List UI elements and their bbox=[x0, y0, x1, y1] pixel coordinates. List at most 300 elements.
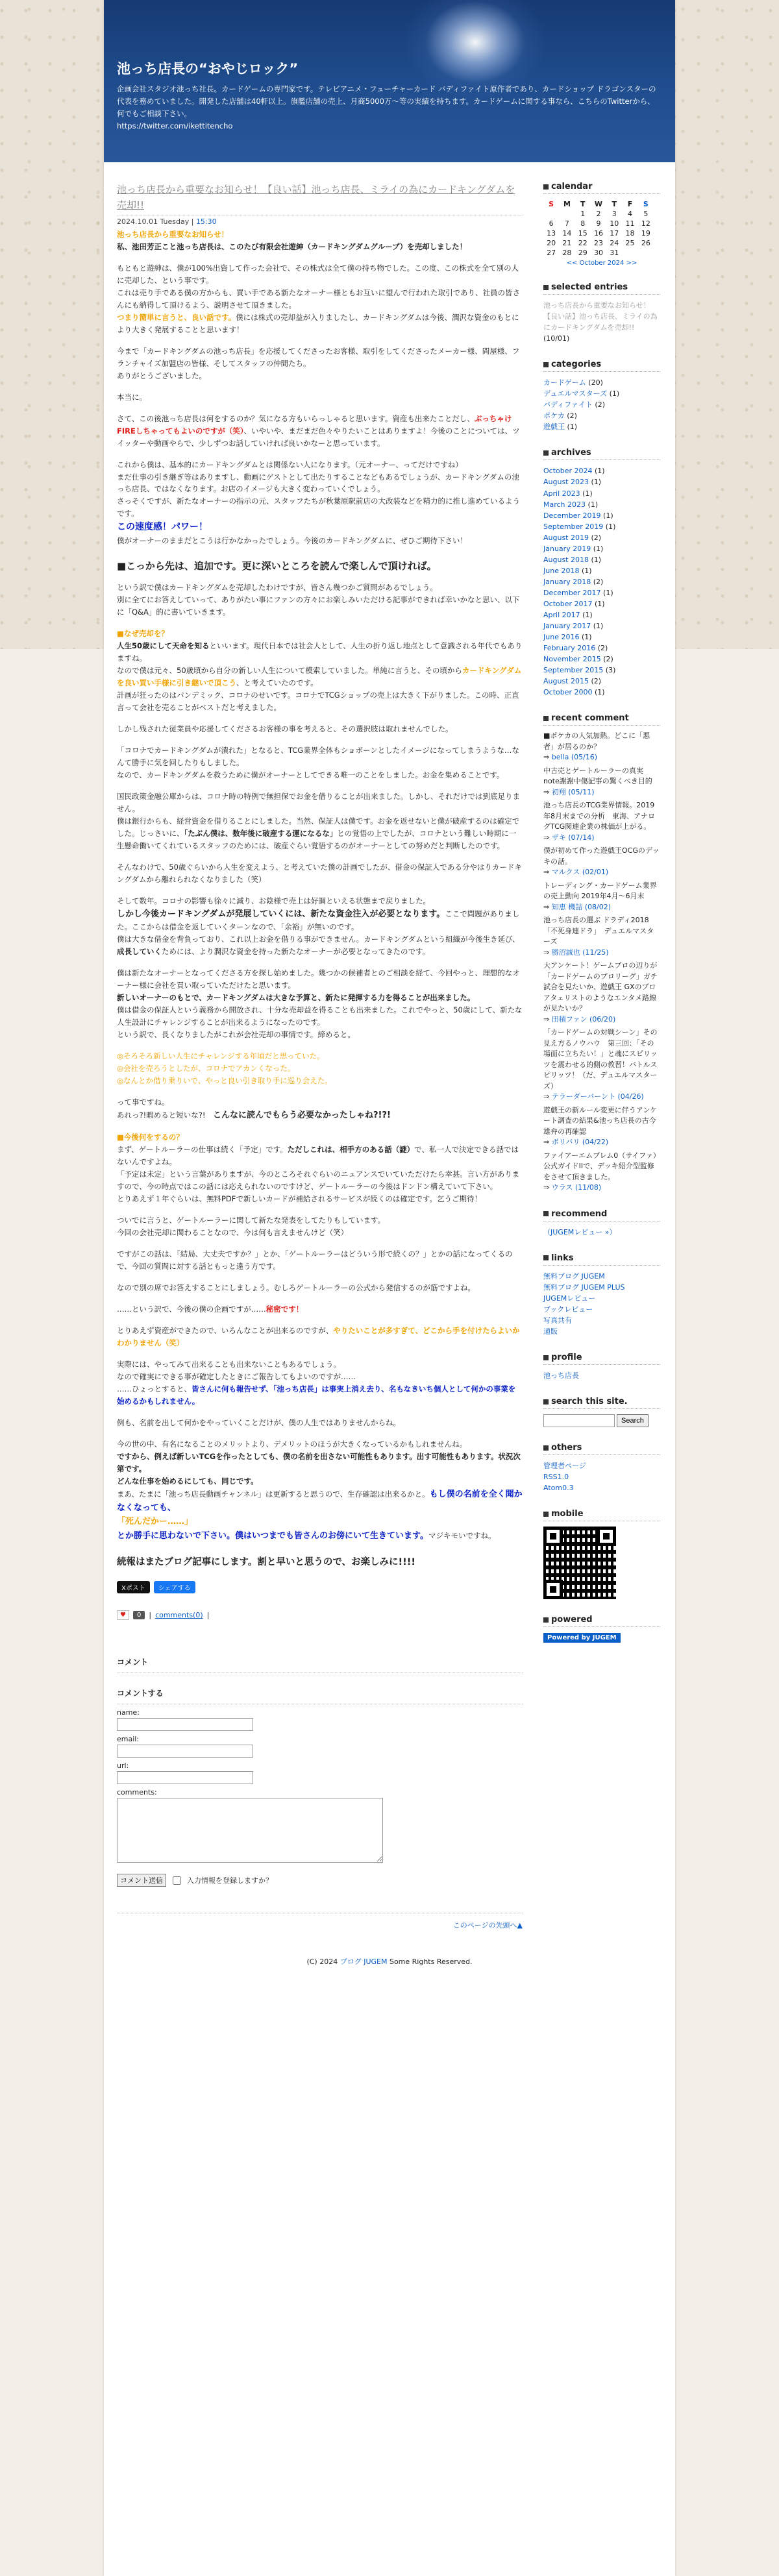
calendar-day: 24 bbox=[610, 239, 619, 247]
archive-count: (1) bbox=[603, 522, 616, 531]
search-button[interactable]: Search bbox=[617, 1414, 649, 1427]
comment-form bbox=[117, 1684, 523, 1887]
calendar-day bbox=[638, 248, 654, 258]
para: 「予定は未定」という言葉がありますが、今のところそれぐらいのニュアンスでいていただけたら幸甚。 bbox=[117, 1170, 467, 1179]
square-icon bbox=[543, 1399, 549, 1405]
calendar-day: 3 bbox=[612, 210, 617, 218]
selected-entry-link[interactable]: 池っち店長から重要なお知らせ！【良い話】池っち店長、ミライの為にカードキングダムを売却!! bbox=[543, 301, 658, 332]
jugem-badge[interactable]: Powered by JUGEM bbox=[543, 1633, 621, 1643]
category-count: (1) bbox=[565, 423, 578, 432]
para: なので僕は元々、50歳頃から自分の新しい人生について模索していました。単純に言うと、その頃から bbox=[117, 666, 462, 676]
recent-comment-link[interactable]: ウラス (11/08) bbox=[551, 1183, 602, 1192]
recent-comment-entry: トレーディング・カードゲーム業界の売上動向 2019年4月〜6月末 bbox=[543, 881, 657, 901]
para: しかし残された従業員や応援してくださるお客様の事を考えると、その選択肢は取れませんでした。 bbox=[117, 724, 453, 734]
selected-entry-date: (10/01) bbox=[543, 334, 570, 343]
links-block bbox=[543, 1253, 660, 1337]
archive-link[interactable]: January 2019 bbox=[543, 544, 591, 553]
square-icon bbox=[543, 1445, 549, 1451]
selected-entries-title: selected entries bbox=[551, 282, 628, 292]
recent-comment-item bbox=[543, 961, 660, 1025]
links-item bbox=[543, 1271, 660, 1282]
arrow-right-icon: ⇒ bbox=[543, 753, 552, 762]
para: これは売り手である僕の方からも、買い手である新たなオーナー様ともお互いに望んで行われた取引であり、社員の皆さんにも納得して頂けるよう、説明させて頂きました。 bbox=[117, 288, 520, 310]
calendar-day: 21 bbox=[562, 239, 572, 247]
category-item bbox=[543, 388, 660, 399]
links-item bbox=[543, 1315, 660, 1326]
highlight-orange: 「死んだかー……」 bbox=[117, 1517, 193, 1527]
archive-link[interactable]: August 2019 bbox=[543, 533, 589, 542]
calendar-day: 4 bbox=[628, 210, 633, 218]
remember-label: 入力情報を登録しますか？ bbox=[187, 1876, 273, 1885]
url-label: url: bbox=[117, 1761, 129, 1771]
mobile-title: mobile bbox=[551, 1509, 584, 1519]
summary-item: ◎会社を売ろうとしたが、コロナでアカンくなった。 bbox=[117, 1063, 295, 1073]
archive-link[interactable]: October 2000 bbox=[543, 688, 593, 697]
square-icon bbox=[543, 1211, 549, 1216]
archive-item bbox=[543, 521, 660, 532]
email-input[interactable] bbox=[117, 1745, 253, 1758]
archive-item bbox=[543, 499, 660, 510]
blog-description-text: 企画会社スタジオ池っち社長。カードゲームの専門家です。テレビアニメ・フューチャーカード バディファイト原作者であり、カードショップ ドラゴンスターの代表を務めていました。開発した店舗は40軒以上。旗艦店舗の売上、月商5000万〜等の実績を持ちます。カードゲームに関する事なら、こちらのTwitterから、何でもご相談下さい。 bbox=[117, 84, 656, 118]
archive-link[interactable]: November 2015 bbox=[543, 655, 601, 664]
archive-item bbox=[543, 554, 660, 565]
category-count: (2) bbox=[564, 411, 577, 421]
recent-comment-title: recent comment bbox=[551, 713, 629, 724]
category-link[interactable]: バディファイト bbox=[543, 400, 593, 410]
intro-statement: 私、池田芳正こと池っち店長は、このたび有限会社遊紳（カードキングダムグループ）を売却しました！ bbox=[117, 241, 467, 251]
categories-title: categories bbox=[551, 360, 602, 370]
recent-comment-item bbox=[543, 1151, 660, 1194]
bold-text: 人生50歳にして天命を知る bbox=[117, 641, 210, 651]
recent-comment-item bbox=[543, 1105, 660, 1148]
archive-link[interactable]: June 2016 bbox=[543, 633, 580, 642]
calendar-nav[interactable]: << October 2024 >> bbox=[566, 260, 637, 267]
square-icon bbox=[543, 1255, 549, 1260]
para: といいます。現代日本では社会人として、人生の折り返し地点として意識される年代でもありますね。 bbox=[117, 641, 523, 663]
calendar-day: 10 bbox=[610, 219, 619, 228]
sidebar bbox=[543, 182, 660, 1930]
powered-title: powered bbox=[551, 1615, 593, 1625]
links-link[interactable]: 通販 bbox=[543, 1327, 558, 1336]
archive-item bbox=[543, 510, 660, 521]
blog-description bbox=[117, 83, 662, 132]
archive-item bbox=[543, 476, 660, 487]
twitter-link[interactable]: https://twitter.com/ikettitencho bbox=[117, 121, 233, 130]
calendar-day-header: M bbox=[563, 200, 571, 208]
arrow-right-icon: ⇒ bbox=[543, 1092, 552, 1101]
calendar-day-header: S bbox=[643, 200, 649, 208]
calendar-week bbox=[543, 219, 654, 228]
archive-count: (1) bbox=[579, 566, 592, 575]
category-link[interactable]: カードゲーム bbox=[543, 378, 586, 387]
others-link[interactable]: 管理者ページ bbox=[543, 1462, 586, 1471]
email-label: email: bbox=[117, 1735, 140, 1744]
square-icon bbox=[543, 716, 549, 721]
archive-link[interactable]: October 2024 bbox=[543, 467, 593, 476]
highlight-blue: 皆さんに何も報告せず、「池っち店長」は事実上消え去り、名もなきいち個人として何かの事業を始めるかもしれません。 bbox=[117, 1384, 516, 1406]
name-input[interactable] bbox=[117, 1718, 253, 1731]
comment-form-heading: コメントする bbox=[117, 1684, 523, 1704]
para: 本当に。 bbox=[117, 392, 147, 402]
calendar-day: 20 bbox=[547, 239, 556, 247]
para: という訳で、長くなりましたがこれが会社売却の事情です。締めると。 bbox=[117, 1029, 355, 1039]
heart-icon: ♥ bbox=[120, 1612, 126, 1619]
archive-count: (1) bbox=[600, 588, 613, 597]
page-top bbox=[117, 1913, 523, 1930]
bold-text: しかし今後カードキングダムが発展していくには、新たな資金注入が必要となります。 bbox=[117, 909, 445, 919]
archive-link[interactable]: January 2018 bbox=[543, 577, 591, 586]
para: 僕は新たなオーナーとなってくださる方を探し始めました。幾つかの候補者とのご相談を経て、今回やっと、理想的なオーナー様に会社を買い取っていただけたと思います。 bbox=[117, 968, 520, 990]
archive-item bbox=[543, 676, 660, 687]
archive-link[interactable]: October 2017 bbox=[543, 599, 593, 608]
others-link[interactable]: Atom0.3 bbox=[543, 1484, 574, 1493]
para: という訳で僕はカードキングダムを売却したわけですが、皆さん幾つかご質問があるでしょう。 bbox=[117, 583, 438, 593]
question-heading: ■なぜ売却を？ bbox=[117, 629, 169, 639]
recommend-link[interactable]: （JUGEMレビュー »） bbox=[543, 1227, 617, 1236]
recent-comment-entry: 中古売とゲートルーラーの真実 note謝謝中傷記事の驚くべき目的 bbox=[543, 766, 652, 786]
highlight-blue: この速度感！パワー！ bbox=[117, 522, 208, 533]
arrow-right-icon: ⇒ bbox=[543, 1183, 552, 1192]
recent-comment-item bbox=[543, 766, 660, 798]
recent-comment-item bbox=[543, 915, 660, 958]
archive-count: (3) bbox=[603, 666, 616, 675]
category-item bbox=[543, 377, 660, 388]
comments-heading: コメント bbox=[117, 1652, 523, 1673]
highlight-red: 秘密です！ bbox=[266, 1304, 304, 1314]
archive-count: (1) bbox=[592, 467, 605, 476]
heart-button[interactable] bbox=[117, 1610, 129, 1620]
para: これから僕は、基本的にカードキングダムとは関係ない人になります。（元オーナー、ってだけですね） bbox=[117, 460, 463, 469]
blog-title[interactable]: 池っち店長の“おやじロック” bbox=[117, 61, 299, 77]
qr-finder-icon bbox=[543, 1527, 563, 1546]
arrow-right-icon: ⇒ bbox=[543, 948, 552, 957]
archive-item bbox=[543, 532, 660, 543]
archive-count: (2) bbox=[595, 644, 608, 653]
links-link[interactable]: 無料ブログ JUGEM PLUS bbox=[543, 1283, 625, 1292]
calendar-day: 11 bbox=[625, 219, 635, 228]
archive-link[interactable]: April 2017 bbox=[543, 611, 580, 620]
highlight-red: ぶっちゃけFIREしちゃってもよいのですが（笑） bbox=[117, 413, 512, 435]
archive-item bbox=[543, 687, 660, 698]
mobile-block bbox=[543, 1509, 660, 1599]
archive-link[interactable]: September 2015 bbox=[543, 666, 604, 675]
archive-link[interactable]: August 2015 bbox=[543, 677, 589, 686]
highlight-orange: カードキングダムを良い買い手様に引き継いで頂こう bbox=[117, 666, 522, 688]
para: ありがとうございました。 bbox=[117, 371, 206, 380]
archive-count: (2) bbox=[589, 533, 602, 542]
para: 例も、名前を出して何かをやっていくことだけが、僕の人生ではありませんからね。 bbox=[117, 1417, 401, 1427]
calendar-day: 30 bbox=[593, 249, 603, 257]
bold-text: 新しいオーナーのもとで、カードキングダムは大きな予算と、新たに発揮する力を得ることが出来ました。 bbox=[117, 993, 475, 1003]
para: まあ、たまに「池っち店長動画チャンネル」は更新すると思うので、生存確認は出来るかと。 bbox=[117, 1489, 430, 1499]
highlight-orange: つまり簡単に言うと、良い話です。 bbox=[117, 312, 236, 322]
highlight-orange: やりたいことが多すぎて、どこから手を付けたらよいかわかりません（笑） bbox=[117, 1325, 520, 1347]
recent-comment-entry: ファイアーエムブレム0（サイファ）公式ガイドIIで、デッキ紹介型監修をさせて頂きました。 bbox=[543, 1151, 660, 1181]
archive-count: (1) bbox=[589, 478, 602, 487]
recent-comment-link[interactable]: テラーダーバーント (04/26) bbox=[551, 1092, 644, 1101]
calendar-day: 6 bbox=[549, 219, 554, 228]
arrow-right-icon: ⇒ bbox=[543, 833, 552, 842]
footer-prefix: (C) 2024 bbox=[306, 1957, 340, 1967]
others-item bbox=[543, 1471, 660, 1482]
square-icon bbox=[543, 184, 549, 190]
profile-link[interactable]: 池っち店長 bbox=[543, 1371, 579, 1380]
category-count: (1) bbox=[607, 389, 620, 399]
archive-count: (1) bbox=[592, 688, 605, 697]
recent-comment-entry: 「カードゲームの対戦シーン」その見え方るノウハウ 第三回：「その場面に立ちたい！」と魂にスピリッツを震わせる的側の教習！バトルスピリッツ！（だ、デュエルマスターズ） bbox=[543, 1028, 658, 1090]
x-post-button[interactable]: Xポスト bbox=[117, 1581, 150, 1593]
calendar-day-header: F bbox=[627, 200, 633, 208]
calendar-day: 17 bbox=[610, 229, 619, 238]
archive-link[interactable]: August 2018 bbox=[543, 555, 589, 564]
para: 今回の会社売却に関わることなので、今は何も言えませんけど（笑） bbox=[117, 1228, 349, 1237]
bold-text: ですから、例えば新しいTCGを作ったとしても、僕の名前を出さない可能性もあります。出す可能性もあります。状況次第です。 bbox=[117, 1451, 521, 1473]
para: ついでに言うと、ゲートルーラーに関して新たな発表をしてたりもしています。 bbox=[117, 1216, 386, 1225]
archive-link[interactable]: January 2017 bbox=[543, 622, 591, 631]
category-link[interactable]: ポケカ bbox=[543, 411, 565, 421]
archive-count: (1) bbox=[592, 599, 605, 608]
para: ですがこの話は、「結局、大丈夫ですか？」とか、「ゲートルーラーはどういう形で続くの？」とかの話になってくるので、今回の質問に対する話ともっと違う方です。 bbox=[117, 1249, 513, 1271]
archives-block bbox=[543, 448, 660, 698]
archive-item bbox=[543, 565, 660, 576]
recent-comment-item bbox=[543, 731, 660, 763]
others-item bbox=[543, 1460, 660, 1471]
blog-header bbox=[104, 0, 675, 162]
recent-comment-link[interactable]: マルクス (02/01) bbox=[551, 868, 609, 877]
calendar-day: 19 bbox=[641, 229, 650, 238]
para: なので別の席でお答えすることにしましょう。むしろゲートルーラーの公式から発信するのが筋ですよね。 bbox=[117, 1282, 475, 1292]
para: 国民政策金融公庫からは、コロナ時の特例で無担保でお金を借りることが出来ました。しかし、それだけでは到底足りません。 bbox=[117, 792, 520, 813]
square-icon bbox=[543, 450, 549, 456]
calendar-day: 7 bbox=[564, 219, 569, 228]
entry-time-link[interactable]: 15:30 bbox=[195, 217, 217, 226]
para: とりあえず１年ぐらいは、無料PDFで新しいカードが補給されるサービスが続くのは確定です。乞うご期待！ bbox=[117, 1194, 482, 1204]
arrow-right-icon: ⇒ bbox=[543, 1014, 552, 1024]
submit-comment-button[interactable]: コメント送信 bbox=[117, 1874, 166, 1887]
calendar-day: 26 bbox=[641, 239, 650, 247]
bold-text: こんなに読んでもらう必要なかったしゃね?!?! bbox=[212, 1110, 391, 1120]
footer-jugem-link[interactable]: ブログ JUGEM bbox=[340, 1957, 388, 1967]
archives-list bbox=[543, 465, 660, 698]
calendar-day: 14 bbox=[562, 229, 572, 238]
links-item bbox=[543, 1304, 660, 1315]
calendar-day: 25 bbox=[625, 239, 635, 247]
recent-comment-item bbox=[543, 881, 660, 913]
links-item bbox=[543, 1326, 660, 1337]
archive-item bbox=[543, 543, 660, 554]
square-icon bbox=[543, 1617, 549, 1623]
para: ……ひょっとすると、 bbox=[117, 1384, 192, 1393]
archive-link[interactable]: June 2018 bbox=[543, 566, 580, 575]
category-item bbox=[543, 399, 660, 410]
calendar-week bbox=[543, 238, 654, 248]
archive-item bbox=[543, 643, 660, 654]
archive-link[interactable]: April 2023 bbox=[543, 489, 580, 498]
links-link[interactable]: 写真共有 bbox=[543, 1316, 572, 1325]
facebook-share-button[interactable]: シェアする bbox=[154, 1581, 195, 1593]
links-link[interactable]: 無料ブログ JUGEM bbox=[543, 1271, 605, 1281]
qr-code-icon bbox=[543, 1527, 616, 1599]
calendar-day: 18 bbox=[625, 229, 635, 238]
archive-link[interactable]: December 2017 bbox=[543, 588, 601, 597]
recent-comment-item bbox=[543, 1027, 660, 1103]
recent-comment-entry: 大アンケート！ゲームプロの辺りが「カードゲームのプロリーグ」ガチ試合を見たいか、遊戯王 GXのブロアタェリストのようなエンタメ路線が見たいか？ bbox=[543, 961, 658, 1013]
para: そして数年。コロナの影響も徐々に減り、お陰様で売上は好調といえる状態まで戻りました。 bbox=[117, 896, 430, 905]
category-link[interactable]: デュエルマスターズ bbox=[543, 389, 608, 399]
square-icon bbox=[543, 1512, 549, 1517]
para: ためには、より潤沢な資金を持った新たなオーナーが必要となってきたのです。 bbox=[162, 947, 430, 957]
archive-link[interactable]: March 2023 bbox=[543, 500, 586, 509]
calendar-day bbox=[543, 209, 559, 219]
calendar-day: 5 bbox=[643, 210, 649, 218]
para: 「コロナでカードキングダムが潰れた」となると、TCG業界全体もショボーンとしたイメージになってしまうような…なんて勝手に気を回したりもしました。 bbox=[117, 746, 519, 768]
intro-heading: 池っち店長から重要なお知らせ！ bbox=[117, 230, 229, 239]
comments-textarea[interactable] bbox=[117, 1798, 383, 1863]
page bbox=[104, 0, 675, 2576]
recent-comment-link[interactable]: bella (05/16) bbox=[551, 753, 598, 762]
archive-count: (2) bbox=[589, 677, 602, 686]
archive-item bbox=[543, 632, 660, 643]
calendar-day: 23 bbox=[593, 239, 603, 247]
qr-finder-icon bbox=[543, 1580, 563, 1599]
calendar-day: 15 bbox=[578, 229, 587, 238]
archive-item bbox=[543, 576, 660, 587]
recent-comment-entry: 遊戯王の新ルール変更に伴うアンケート調査の結果&池っち店長の古今雄弁の再確認 bbox=[543, 1105, 658, 1136]
archive-count: (1) bbox=[591, 544, 604, 553]
para: との覚悟の上でしたが、コロナという難しい時期に一生懸命働いてくれているスタッフのためには、破産ぐらい覚悟するのがオーナーとしての努めだと判断したのです。 bbox=[117, 828, 517, 850]
calendar-day: 8 bbox=[580, 219, 586, 228]
recent-comment-link[interactable]: 勝沼誠也 (11/25) bbox=[551, 948, 609, 957]
bold-text: ただしこれは、相手方のある話（謎） bbox=[287, 1145, 415, 1155]
recent-comment-link[interactable]: ボリバリ (04/22) bbox=[551, 1138, 609, 1147]
archive-item bbox=[543, 654, 660, 665]
calendar-day: 2 bbox=[596, 210, 601, 218]
recent-comment-link[interactable]: 田積ファン (06/20) bbox=[551, 1014, 616, 1024]
archive-count: (1) bbox=[600, 511, 613, 520]
calendar-table bbox=[543, 199, 654, 258]
remember-checkbox[interactable] bbox=[173, 1876, 181, 1885]
comments-link[interactable]: comments(0) bbox=[155, 1611, 203, 1620]
para: って事ですね。 bbox=[117, 1097, 169, 1107]
entry-title-link[interactable]: 池っち店長から重要なお知らせ！【良い話】池っち店長、ミライの為にカードキングダムを売却!! bbox=[117, 184, 515, 211]
calendar-day: 1 bbox=[580, 210, 586, 218]
closing-message: 続報はまたブログ記事にします。割と早いと思うので、お楽しみに!!!! bbox=[117, 1557, 415, 1568]
summary-item: ◎そろそろ新しい人生にチャレンジする年頃だと思っていた。 bbox=[117, 1051, 325, 1061]
calendar-day-header: T bbox=[612, 200, 617, 208]
url-input[interactable] bbox=[117, 1771, 253, 1784]
para: 僕がオーナーのままだとこうは行かなかったでしょう。今後のカードキングダムに、ぜひご期待下さい！ bbox=[117, 536, 467, 546]
category-item bbox=[543, 421, 660, 432]
categories-list bbox=[543, 377, 660, 432]
links-title: links bbox=[551, 1253, 574, 1263]
arrow-right-icon: ⇒ bbox=[543, 787, 552, 796]
links-list bbox=[543, 1271, 660, 1337]
links-item bbox=[543, 1293, 660, 1304]
footer bbox=[104, 1956, 675, 1967]
square-icon bbox=[543, 362, 549, 367]
archive-link[interactable]: December 2019 bbox=[543, 511, 601, 520]
para: 今まで「カードキングダムの池っち店長」を応援してくださったお客様、取引をしてくださったメーカー様、問屋様、フランチャイズ加盟店の皆様、そしてスタッフの仲間たち。 bbox=[117, 346, 520, 368]
calendar-title: calendar bbox=[551, 182, 593, 191]
arrow-right-icon: ⇒ bbox=[543, 1138, 552, 1147]
recent-comment-link[interactable]: ザキ (07/14) bbox=[551, 833, 595, 842]
links-link[interactable]: JUGEMレビュー bbox=[543, 1294, 596, 1303]
entry-content bbox=[117, 182, 523, 1930]
links-link[interactable]: ブックレビュー bbox=[543, 1305, 593, 1314]
archive-count: (2) bbox=[600, 655, 613, 664]
highlight-blue: とか勝手に思わないで下さい。僕はいつまでも皆さんのお傍にいて生きています。 bbox=[117, 1530, 428, 1541]
archive-link[interactable]: August 2023 bbox=[543, 478, 589, 487]
calendar-day: 27 bbox=[547, 249, 556, 257]
comments-label: comments: bbox=[117, 1788, 157, 1797]
square-icon bbox=[543, 1355, 549, 1360]
entry-date: 2024.10.01 Tuesday | 15:30 bbox=[117, 217, 217, 226]
recommend-block bbox=[543, 1209, 660, 1238]
archive-count: (1) bbox=[586, 500, 599, 509]
others-title: others bbox=[551, 1443, 582, 1453]
highlight-blue: もし僕の名前を全く聞かなくなっても、 bbox=[117, 1489, 523, 1513]
archive-item bbox=[543, 609, 660, 620]
others-item bbox=[543, 1482, 660, 1493]
calendar-day: 16 bbox=[593, 229, 603, 238]
category-link[interactable]: 遊戯王 bbox=[543, 423, 565, 432]
recent-comment-link[interactable]: 知恵 機詰 (08/02) bbox=[551, 902, 611, 911]
archive-item bbox=[543, 620, 660, 632]
search-input[interactable] bbox=[543, 1414, 615, 1427]
page-top-link[interactable]: このページの先頭へ▲ bbox=[452, 1921, 523, 1930]
calendar-day-header: W bbox=[594, 200, 603, 208]
entry-title bbox=[117, 182, 523, 216]
calendar-day: 9 bbox=[596, 219, 601, 228]
bold-text: 成長していく bbox=[117, 947, 162, 957]
archive-count: (1) bbox=[579, 633, 592, 642]
archive-item bbox=[543, 465, 660, 476]
para: 僕には株式の売却益が入りましたし、カードキングダムは今後、潤沢な資金のもとにより大きく発展することと思います！ bbox=[117, 312, 519, 334]
archive-item bbox=[543, 598, 660, 609]
recent-comment-entry: 池っち店長の選ぶ ドラディ2018「不死身連ドラ」 デュエルマスターズ bbox=[543, 916, 654, 946]
para: 計画が狂ったのはパンデミック、コロナのせいです。コロナでTCGショップの売上は大きく下がりました。この時、正直言って会社を売ることがベストだと考えました。 bbox=[117, 691, 519, 713]
para: 僕は大きな借金を背負っており、これ以上お金を借りる事ができません。カードキングダムという組織が今後生き延び、 bbox=[117, 935, 520, 944]
name-label: name: bbox=[117, 1708, 140, 1717]
heart-count: 0 bbox=[133, 1611, 145, 1619]
archive-count: (2) bbox=[591, 577, 604, 586]
profile-block bbox=[543, 1353, 660, 1381]
entry-date-text: 2024.10.01 Tuesday bbox=[117, 217, 190, 226]
search-block bbox=[543, 1397, 660, 1427]
calendar-week bbox=[543, 209, 654, 219]
recent-comment-entry: 池っち店長のTCG業界情報。2019年8月末までの分析 東海、アナログTCG関連企業の株価が上がる。 bbox=[543, 801, 655, 831]
calendar-day-header: S bbox=[549, 200, 554, 208]
question-heading: ■今後何をするの？ bbox=[117, 1133, 184, 1142]
categories-block bbox=[543, 360, 660, 432]
calendar-day bbox=[559, 209, 575, 219]
para: で、私一人で決定できる話ではないんですよね。 bbox=[117, 1145, 519, 1167]
recent-comment-entry: 僕が初めて作った遊戯王OCGのデッキの話。 bbox=[543, 846, 660, 866]
calendar-block bbox=[543, 182, 660, 267]
recent-comment-list bbox=[543, 731, 660, 1194]
arrow-right-icon: ⇒ bbox=[543, 902, 552, 911]
summary-item: ◎なんとか借り乗りいで、やっと良い引き取り手に巡り会えた。 bbox=[117, 1075, 332, 1085]
archive-count: (1) bbox=[580, 611, 593, 620]
arrow-right-icon: ⇒ bbox=[543, 868, 552, 877]
others-list bbox=[543, 1460, 660, 1493]
archive-link[interactable]: February 2016 bbox=[543, 644, 596, 653]
others-link[interactable]: RSS1.0 bbox=[543, 1473, 569, 1482]
recent-comment-link[interactable]: 初翔 (05/11) bbox=[551, 787, 595, 796]
archive-link[interactable]: September 2019 bbox=[543, 522, 604, 531]
links-item bbox=[543, 1282, 660, 1293]
calendar-day: 12 bbox=[641, 219, 650, 228]
